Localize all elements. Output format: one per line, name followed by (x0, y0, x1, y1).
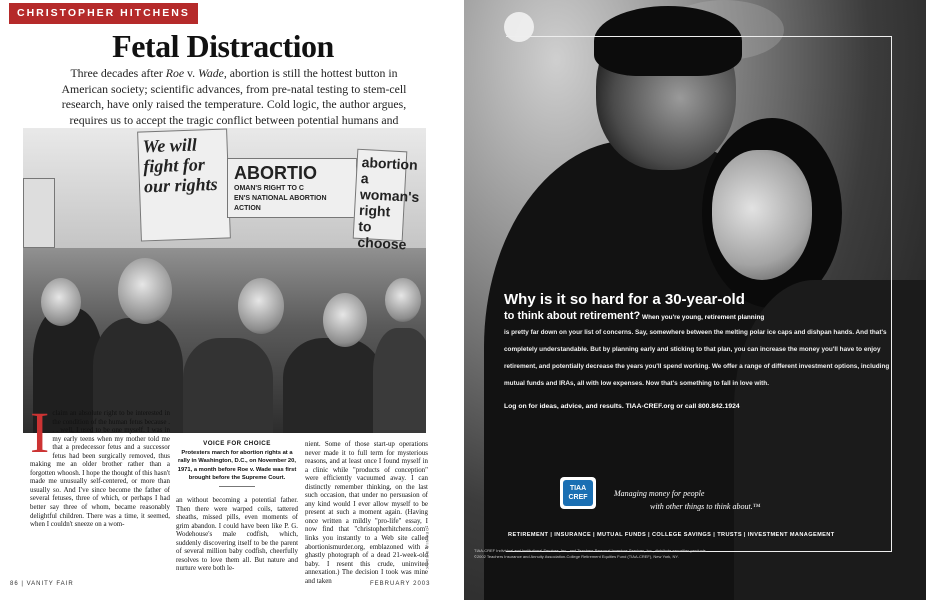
article-column-2: an without becoming a potential father. Then there were warped coils, tattered sheaths, missed pills, even moments of grim abandon. I could have been like P. G. Wodehouse's male codfish, which, suddenly discovering itself to be the parent of several million baby codfish, cheerfully resolves to love them all. But nature and nurture were both le- (176, 496, 298, 573)
protest-sign-abortion: ABORTIO OMAN'S RIGHT TO C EN'S NATIONAL ABORTION ACTION (227, 158, 357, 218)
caption-heading: VOICE FOR CHOICE (203, 440, 271, 447)
protest-crowd (23, 238, 426, 433)
protest-photo (23, 128, 426, 433)
article-column-1: I claim an absolute right to be interested in the condition of the human fetus because . . . well, I used to be one myself. I was in my early teens when my mother told me that a predecessor fetus and a successor fetus had been surgically removed, thus making me an older brother rather than a forgotten whoosh. I hope the thought of this hasn't made me unusually self-centered, or more than usually so. And I've since become the father of several fetuses, three of which, or perhaps I had better say three of whom, became reasonably delightful children. There was a time, it seemed, when I couldn't sneeze on a wom- (30, 400, 170, 529)
article-deck: Three decades after Roe v. Wade, abortion is still the hottest button in American society; scientific advances, from pre-natal testing to stem-cell research, have only raised the temperature. Cold logic, the author argues, requires us to accept the tragic conflict between potential humans and (61, 66, 407, 127)
photo-caption (176, 440, 298, 487)
ad-call-to-action: Log on for ideas, advice, and results. TIAA-CREF.org or call 800.842.1924 (504, 403, 740, 410)
ad-tagline: Managing money for people with other things to think about.™ (614, 489, 761, 511)
caption-body: Protesters march for abortion rights at a rally in Washington, D.C., on November 20, 1971, a month before Roe v. Wade was first brought before the Supreme Court. (177, 450, 297, 481)
ad-headline: Why is it so hard for a 30-year-old to think about retirement? When you're young, retirement planning (504, 291, 765, 322)
page-gutter (446, 0, 464, 600)
photo-credit: DENNIS BRACK (425, 528, 430, 571)
ad-services-list: RETIREMENT | INSURANCE | MUTUAL FUNDS | COLLEGE SAVINGS | TRUSTS | INVESTMENT MANAGEMENT (508, 532, 835, 538)
article-page (0, 0, 446, 600)
tiaa-cref-logo: TIAA CREF (560, 477, 596, 509)
caption-rule (219, 486, 255, 487)
drop-cap: I (30, 400, 50, 465)
ad-body-copy: is pretty far down on your list of concerns. Say, somewhere between the melting polar ice caps and dishpan hands. And that's completely understandable. But by planning early and sticking to that plan, you can increase the money you'll have to enjoy retirement, and potentially decrease the years you'll spend working. We offer a range of different investment options, including mutual funds and IRAs, all with low expenses. Now that's something to fall in love with. (504, 329, 890, 387)
article-column-3: nient. Some of those start-up operations never made it to full term for mysterious reasons, and at least once I found myself in a clinic while "products of conception" were efficiently vacuumed away. I can distinctly remember thinking, on the last such occasion, that under no persuasion of any kind would I ever allow myself to be present at such a moment again. (Having once written a mildly "pro-life" essay, I now find that "christopherhitchens.com" links you instantly to a Web site called abortionismurder.org, emblazoned with a ghastly photograph of a dead 21-week-old baby. I resent this crude, uninvited annexation.) The decision I took was mine and taken (305, 440, 428, 585)
author-kicker: CHRISTOPHER HITCHENS (9, 3, 198, 24)
protest-sign-choose: abortion a woman's right to choose (353, 149, 408, 241)
article-title: Fetal Distraction (112, 28, 334, 64)
tiaa-cref-ad (464, 0, 926, 600)
ad-legal-text: TIAA-CREF Individual and Institutional Services, Inc., and Teachers Personal Investors Services, Inc., distribute securities products. ©2002 Teachers Insurance and Annuity Association-College Retirement Equities Fund (TIAA-CREF), New York, NY. (474, 548, 707, 559)
folio-left: 86 | VANITY FAIR (10, 581, 74, 587)
folio-right: FEBRUARY 2003 (370, 581, 431, 587)
protest-sign-fight: We will fight for our rights (137, 128, 231, 241)
